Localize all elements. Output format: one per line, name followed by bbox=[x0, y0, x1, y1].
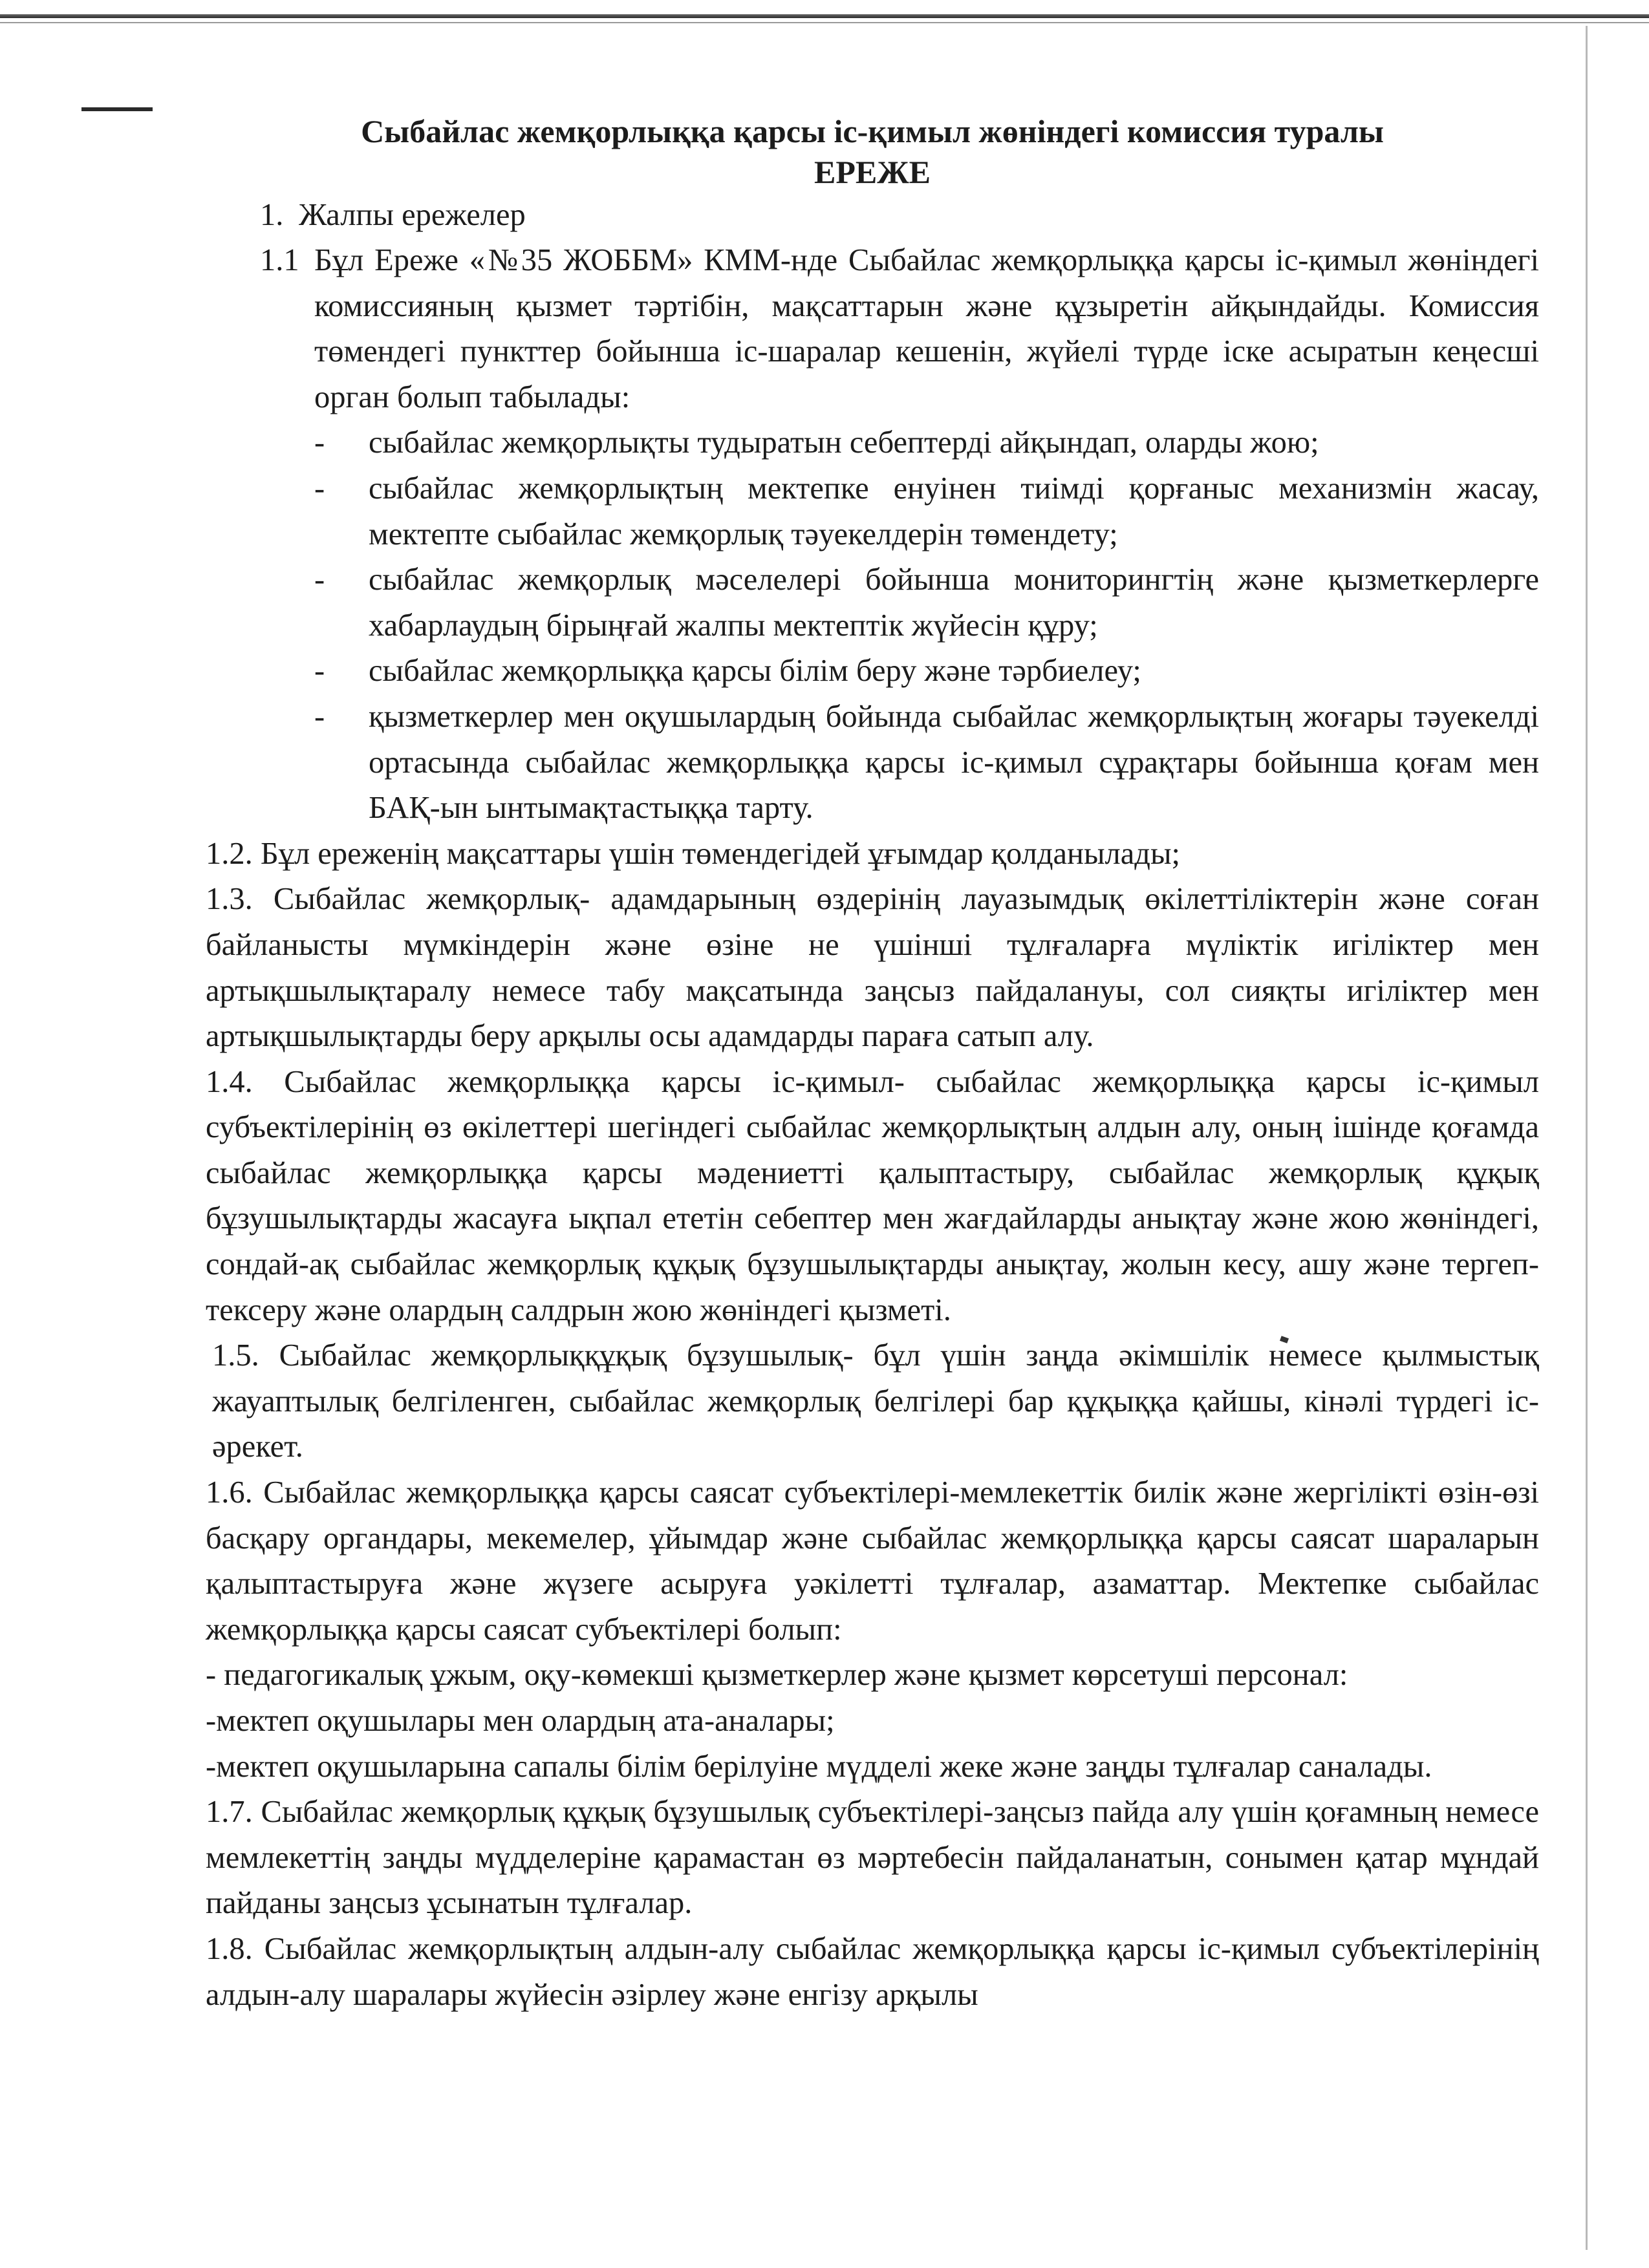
list-item bbox=[314, 557, 1539, 648]
bullet-text: сыбайлас жемқорлық мәселелері бойынша мониторингтің және қызметкерлерге хабарлаудың бірыңғай жалпы мектептік жүйесін құру; bbox=[369, 562, 1539, 643]
clause-number: 1.1 bbox=[260, 243, 299, 277]
list-item bbox=[314, 648, 1539, 694]
list-item bbox=[314, 466, 1539, 557]
bullet-dash: - bbox=[314, 562, 325, 597]
bullet-text: сыбайлас жемқорлықтың мектепке енуінен тиімді қорғаныс механизмін жасау, мектепте сыбайлас жемқорлық тәуекелдерін төмендету; bbox=[369, 471, 1539, 551]
bullet-dash: - bbox=[314, 654, 325, 689]
section-number: 1. bbox=[260, 198, 284, 232]
bullet-dash: - bbox=[314, 471, 325, 506]
bullet-text: қызметкерлер мен оқушылардың бойында сыбайлас жемқорлықтың жоғары тәуекелді ортасында сыбайлас жемқорлыққа қарсы іс-қимыл сұрақтары бойынша қоғам мен БАҚ-ын ынтымақтастыққа тарту. bbox=[369, 699, 1539, 826]
paragraph-1-2: 1.2. Бұл ереженің мақсаттары үшін төмендегідей ұғымдар қолданылады; bbox=[206, 836, 1181, 871]
scan-top-border-thin bbox=[0, 22, 1649, 23]
paragraph-subject-persons: -мектеп оқушыларына сапалы білім берілуіне мүдделі жеке және заңды тұлғалар саналады. bbox=[206, 1749, 1432, 1784]
clause-text: Бұл Ереже «№35 ЖОББМ» КММ-нде Сыбайлас жемқорлыққа қарсы іс-қимыл жөніндегі комиссияның қызмет тәртібін, мақсаттарын және құзыретін айқындайды. Комиссия төмендегі пункттер бойынша іс-шаралар кешенін, жүйелі түрде іске асыратын кеңесші орган болып табылады: bbox=[314, 243, 1539, 414]
paragraph-1-5: 1.5. Сыбайлас жемқорлыққұқық бұзушылық- бұл үшін заңда әкімшілік немесе қылмыстық жауаптылық белгіленген, сыбайлас жемқорлық белгілері бар құқыққа қайшы, кінәлі түрдегі іс-әрекет. bbox=[212, 1338, 1539, 1464]
paragraph-1-6: 1.6. Сыбайлас жемқорлыққа қарсы саясат субъектілері-мемлекеттік билік және жергілікті өзін-өзі басқару органдары, мекемелер, ұйымдар және сыбайлас жемқорлыққа қарсы саясат шараларын қалыптастыруға және жүзеге асыруға уәкілетті тұлғалар, азаматтар. Мектепке сыбайлас жемқорлыққа қарсы саясат субъектілері болып: bbox=[206, 1475, 1539, 1647]
scan-margin-mark bbox=[81, 107, 153, 111]
bullet-dash: - bbox=[314, 425, 325, 460]
scan-top-border bbox=[0, 14, 1649, 18]
document-title-rule: ЕРЕЖЕ bbox=[814, 154, 931, 190]
paragraph-1-4: 1.4. Сыбайлас жемқорлыққа қарсы іс-қимыл- сыбайлас жемқорлыққа қарсы іс-қимыл субъектілерінің өз өкілеттері шегіндегі сыбайлас жемқорлықтың алдын алу, оның ішінде қоғамда сыбайлас жемқорлыққа қарсы мәдениетті қалыптастыру, сыбайлас жемқорлық құқық бұзушылықтарды жасауға ықпал ететін себептер мен жағдайларды анықтау және жою жөніндегі, сондай-ақ сыбайлас жемқорлық құқық бұзушылықтарды анықтау, жолын кесу, ашу және тергеп-тексеру және олардың салдрын жою жөніндегі қызметі. bbox=[206, 1064, 1539, 1327]
section-heading bbox=[206, 193, 1539, 238]
paragraph-1-7: 1.7. Сыбайлас жемқорлық құқық бұзушылық субъектілері-заңсыз пайда алу үшін қоғамның немесе мемлекеттің заңды мүдделеріне қарамастан өз мәртебесін пайдаланатын, сонымен қатар мұндай пайданы заңсыз ұсынатын тұлғалар. bbox=[206, 1795, 1539, 1921]
document-title: Сыбайлас жемқорлыққа қарсы іс-қимыл жөніндегі комиссия туралы bbox=[361, 113, 1384, 149]
clause-1-1 bbox=[206, 238, 1539, 420]
paragraph-1-3: 1.3. Сыбайлас жемқорлық- адамдарының өздерінің лауазымдық өкілеттіліктерін және соған байланысты мүмкіндерін және өзіне не үшінші тұлғаларға мүліктік игіліктер мен артықшылықтаралу немесе табу мақсатында заңсыз пайдалануы, сол сияқты игіліктер мен артықшылықтарды беру арқылы осы адамдарды параға сатып алу. bbox=[206, 882, 1539, 1054]
paragraph-1-8: 1.8. Сыбайлас жемқорлықтың алдын-алу сыбайлас жемқорлыққа қарсы іс-қимыл субъектілерінің алдын-алу шаралары жүйесін әзірлеу және енгізу арқылы bbox=[206, 1931, 1539, 2012]
paragraph-subject-students: -мектеп оқушылары мен олардың ата-аналары; bbox=[206, 1704, 835, 1738]
bullet-dash: - bbox=[314, 699, 325, 734]
paragraph-subject-staff: - педагогикалық ұжым, оқу-көмекші қызметкерлер және қызмет көрсетуші персонал: bbox=[206, 1658, 1348, 1693]
scan-right-edge bbox=[1586, 26, 1588, 2250]
section-title: Жалпы ережелер bbox=[299, 198, 526, 232]
list-item bbox=[314, 420, 1539, 466]
bullet-text: сыбайлас жемқорлыққа қарсы білім беру және тәрбиелеу; bbox=[369, 654, 1141, 689]
bullet-text: сыбайлас жемқорлықты тудыратын себептерді айқындап, оларды жою; bbox=[369, 425, 1319, 460]
document-page bbox=[206, 111, 1539, 2018]
list-item bbox=[314, 694, 1539, 831]
bullet-list bbox=[206, 420, 1539, 831]
